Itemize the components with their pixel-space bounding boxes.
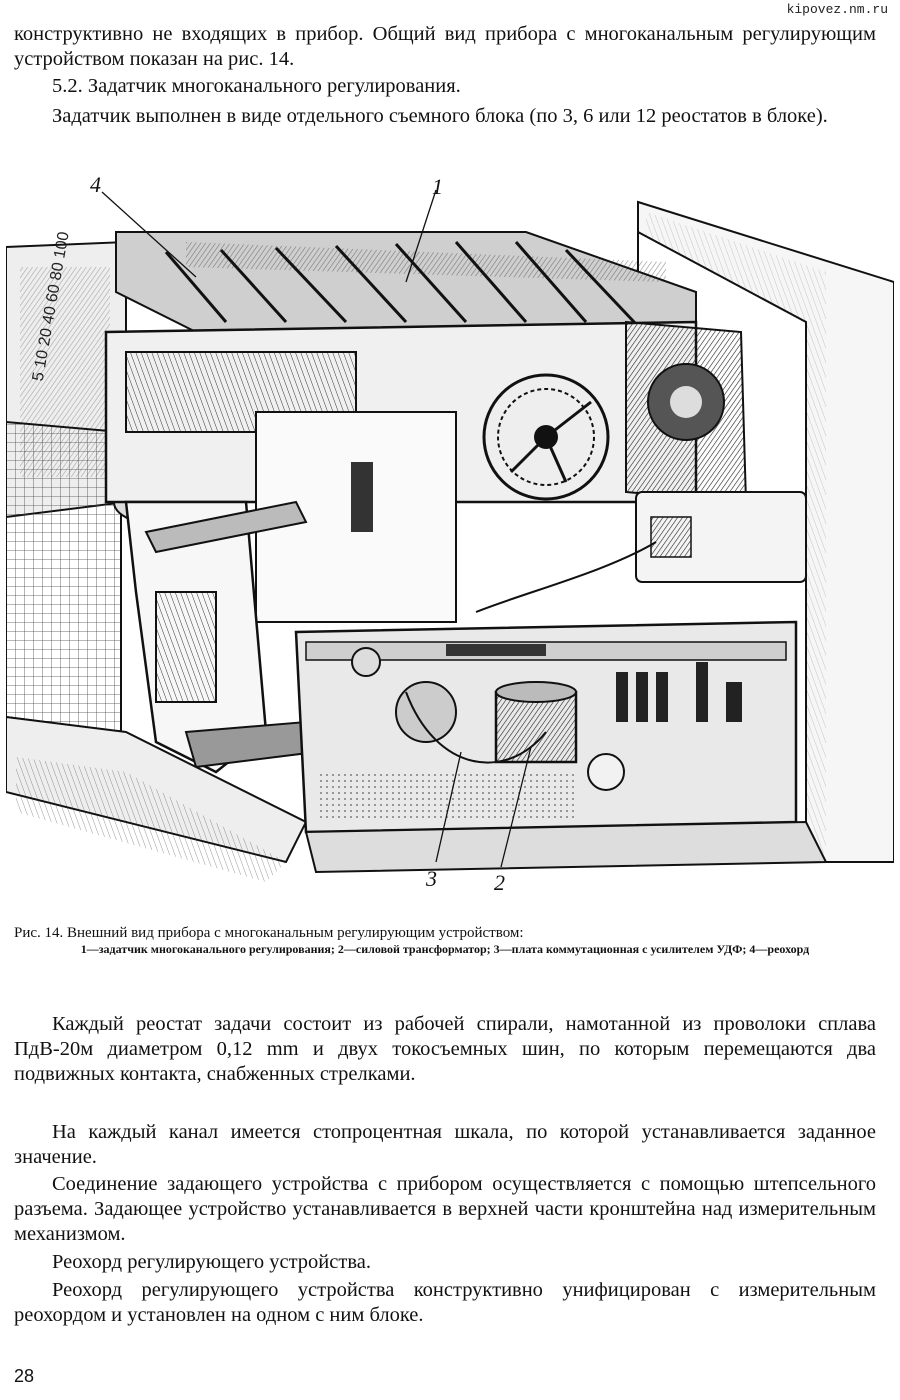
page-number: 28 <box>14 1366 35 1386</box>
paragraph-reochord: Реохорд регулирующего устройства конструктивно унифицирован с измерительным реохордом и установлен на одном с ним блоке. <box>14 1279 876 1326</box>
paragraph-scale: На каждый канал имеется стопроцентная шкала, по которой устанавливается заданное значение. <box>14 1121 876 1168</box>
device-engraving <box>6 172 894 897</box>
callout-2: 2 <box>494 870 505 895</box>
section-heading-5-2: 5.2. Задатчик многоканального регулирования. <box>52 75 461 97</box>
callout-1: 1 <box>432 174 443 199</box>
site-watermark: kipovez.nm.ru <box>786 2 888 17</box>
caption-title: Рис. 14. Внешний вид прибора с многоканальным регулирующим устройством: <box>14 925 524 941</box>
svg-text:5 10 20 40 60 80 100: 5 10 20 40 60 80 100 <box>29 230 73 383</box>
device-illustration <box>6 172 894 897</box>
paragraph-setpoint-block: Задатчик выполнен в виде отдельного съемного блока (по 3, 6 или 12 реостатов в блоке). <box>52 105 828 127</box>
section-heading-reochord: Реохорд регулирующего устройства. <box>52 1251 371 1273</box>
callout-4: 4 <box>90 172 101 197</box>
paragraph-rheostat: Каждый реостат задачи состоит из рабочей спирали, намотанной из проволоки сплава ПдВ-20м диаметром 0,12 mm и двух токосъемных шин, по которым перемещаются два подвижных контакта, снабженных стрелками. <box>14 1013 876 1085</box>
caption-legend: 1—задатчик многоканального регулирования; 2—силовой трансформатор; 3—плата коммутационная с усилителем УДФ; 4—реохорд <box>80 942 810 956</box>
paragraph-intro: конструктивно не входящих в прибор. Общий вид прибора с многоканальным регулирующим устройством показан на рис. 14. <box>14 23 876 70</box>
paragraph-connector: Соединение задающего устройства с прибором осуществляется с помощью штепсельного разъема. Задающее устройство устанавливается в верхней части кронштейна над измерительным механизмом. <box>14 1173 876 1245</box>
figure-caption <box>14 924 876 957</box>
callout-3: 3 <box>426 866 437 891</box>
